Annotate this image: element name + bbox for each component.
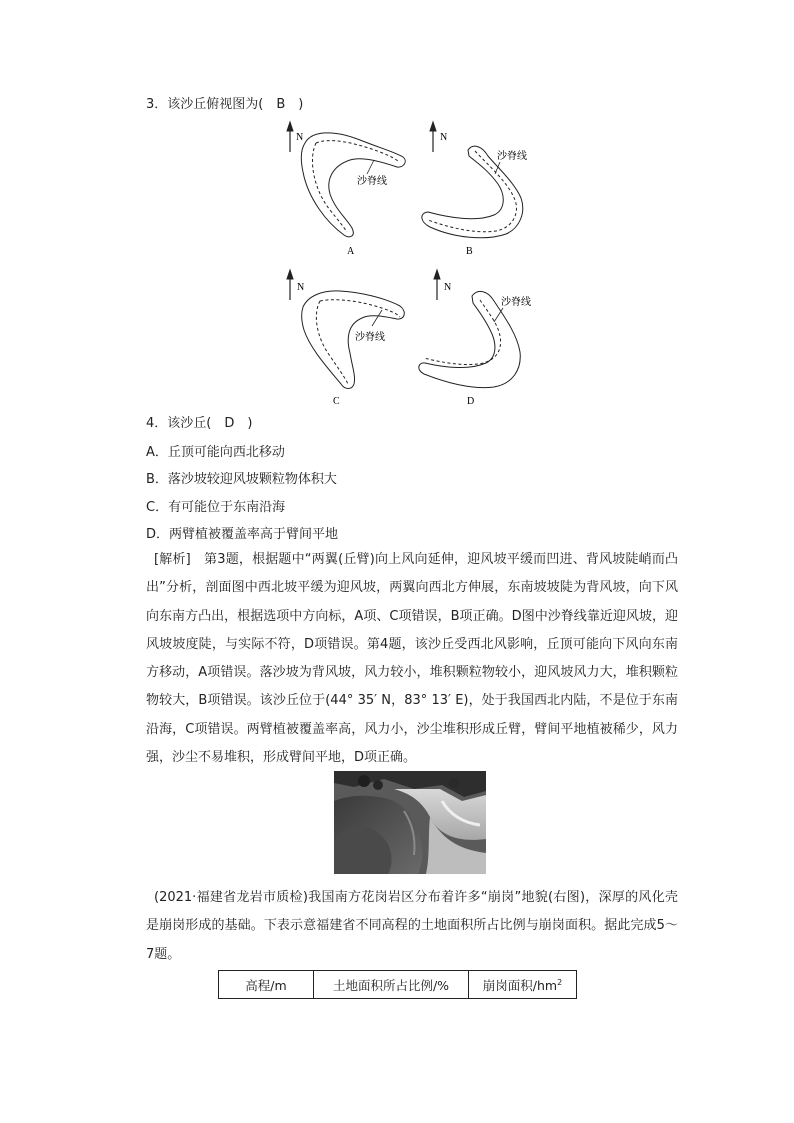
north-arrow-b [430, 122, 436, 152]
option-b: B．落沙坡较迎风坡颗粒物体积大 [146, 472, 337, 487]
ridge-label-a: 沙脊线 [357, 176, 387, 187]
north-label-a: N [296, 132, 304, 143]
option-d: D．两臂植被覆盖率高于臂间平地 [146, 527, 339, 542]
header-unit-superscript: 2 [557, 977, 563, 987]
north-arrow-c [287, 270, 293, 300]
north-label-b: N [440, 132, 448, 143]
header-collapse-area [469, 971, 577, 999]
ridge-label-d: 沙脊线 [501, 297, 531, 308]
north-label-c: N [297, 282, 305, 293]
landform-photo [334, 771, 486, 874]
north-label-d: N [444, 282, 452, 293]
intro-paragraph [146, 884, 678, 969]
option-a: A．丘顶可能向西北移动 [146, 445, 285, 460]
option-c: C．有可能位于东南沿海 [146, 500, 286, 515]
figure-label-a: A [347, 246, 355, 257]
elevation-table [218, 970, 577, 999]
question-4-stem: 4．该沙丘( D ) [146, 416, 253, 431]
north-arrow-d [434, 270, 440, 300]
dune-outline-c [302, 291, 405, 389]
header-collapse-area-text: 崩岗面积/hm [482, 977, 558, 993]
ridge-pointer-a [367, 160, 374, 174]
header-elevation: 高程/m [219, 971, 314, 999]
north-arrow-a [287, 122, 293, 152]
ridge-label-c: 沙脊线 [355, 332, 385, 343]
ridge-pointer-c [372, 310, 382, 326]
intro-text: (2021·福建省龙岩市质检)我国南方花岗岩区分布着许多“崩岗”地貌(右图)，深厚的风化壳是崩岗形成的基础。下表示意福建省不同高程的土地面积所占比例与崩岗面积。据此完成5～7题。 [146, 890, 678, 962]
ridge-label-b: 沙脊线 [497, 151, 527, 162]
header-land-ratio: 土地面积所占比例/% [314, 971, 469, 999]
figure-label-c: C [333, 396, 340, 407]
figure-label-b: B [466, 246, 473, 257]
question-3-stem: 3．该沙丘俯视图为( B ) [146, 97, 304, 112]
dune-diagrams-figure [270, 118, 540, 408]
figure-label-d: D [467, 396, 475, 407]
analysis-paragraph [146, 546, 678, 772]
analysis-text: [解析] 第3题，根据题中“两翼(丘臂)向上风向延伸，迎风坡平缓而凹进、背风坡陡峭而凸出”分析，剖面图中西北坡平缓为迎风坡，两翼向西北方伸展，东南坡坡陡为背风坡，向下风向东南方凸出，根据选项中方向标，A项、C项错误，B项正确。D图中沙脊线靠近迎风坡，迎风坡坡度陡，与实际不符，D项错误。第4题，该沙丘受西北风影响，丘顶可能向下风向东南方移动，A项错误。落沙坡为背风坡，风力较小，堆积颗粒物较小，迎风坡风力大，堆积颗粒物较大，B项错误。该沙丘位于(44° 35′ N，83° 13′ E)，处于我国西北内陆，不是位于东南沿海，C项错误。两臂植被覆盖率高，风力小，沙尘堆积形成丘臂，臂间平地植被稀少，风力强，沙尘不易堆积，形成臂间平地，D项正确。 [146, 552, 678, 766]
ridge-pointer-d [494, 308, 503, 322]
table-header-row [219, 971, 577, 999]
dune-outline-a [301, 133, 405, 237]
